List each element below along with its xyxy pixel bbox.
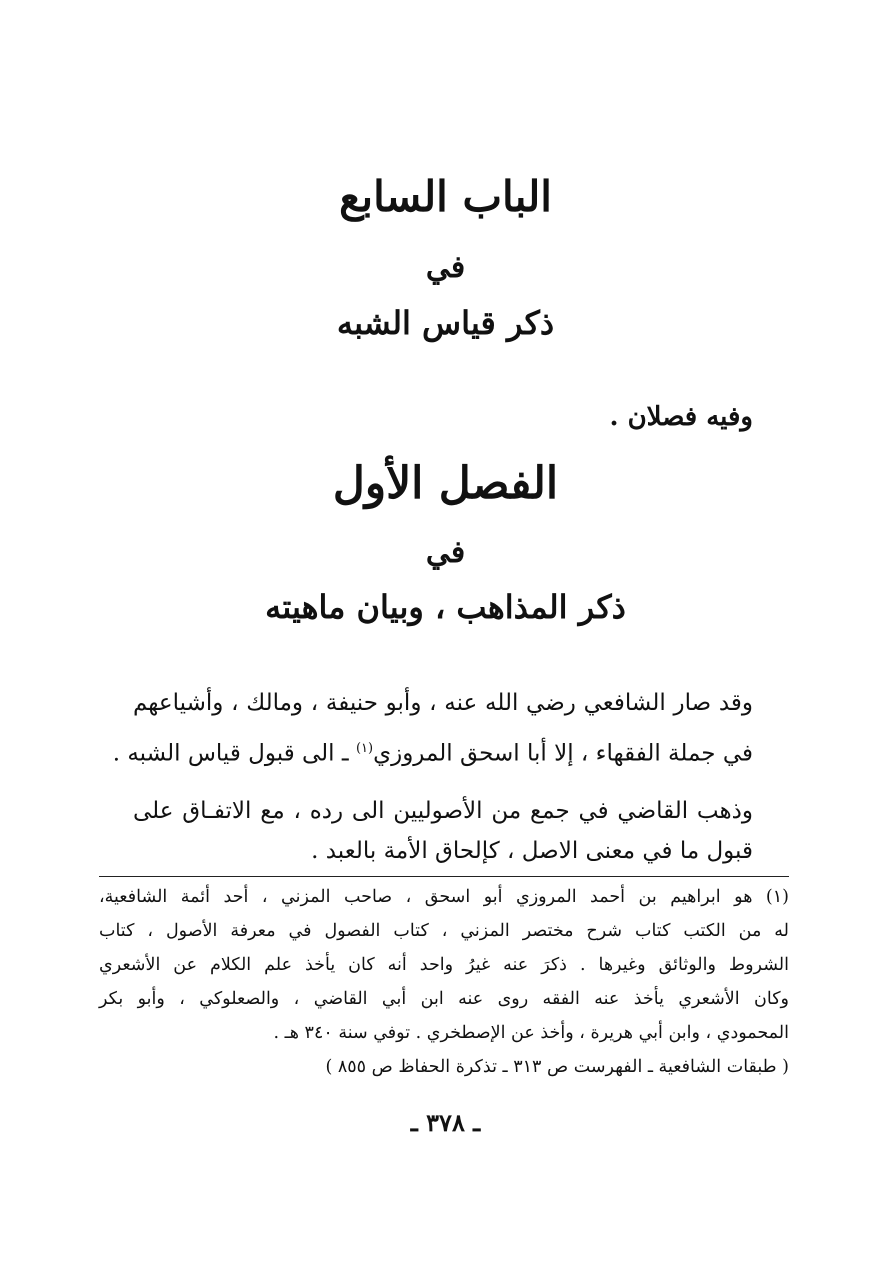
- footnote-line: (١) هو ابراهيم بن أحمد المروزي أبو اسحق ، صاحب المزني ، أحد أئمة الشافعية،: [99, 887, 789, 907]
- footnote-line: له من الكتب كتاب شرح مختصر المزني ، كتاب الفصول في معرفة الأصول ، كتاب: [99, 921, 789, 941]
- footnote-reference: (١): [355, 741, 374, 756]
- chapter-fi: في: [425, 250, 466, 285]
- body-paragraph-2-line-1: وذهب القاضي في جمع من الأصوليين الى رده ، مع الاتفـاق على: [133, 798, 753, 824]
- page-number: ـ ٣٧٨ ـ: [410, 1108, 481, 1137]
- footnote-line: المحمودي ، وابن أبي هريرة ، وأخذ عن الإصطخري . توفي سنة ٣٤٠ هـ .: [273, 1023, 789, 1043]
- section-title: الفصل الأول: [332, 458, 559, 509]
- footnote-line: الشروط والوثائق وغيرها . ذكرَ عنه غيرُ واحد أنه كان يأخذ علم الكلام عن الأشعري: [99, 955, 789, 975]
- section-subject: ذكر المذاهب ، وبيان ماهيته: [265, 588, 626, 626]
- chapter-title: الباب السابع: [339, 172, 552, 221]
- footnote-divider: [99, 876, 789, 877]
- chapter-subject: ذكر قياس الشبه: [336, 304, 555, 342]
- body-paragraph-1-line-1: وقد صار الشافعي رضي الله عنه ، وأبو حنيفة ، ومالك ، وأشياعهم: [133, 690, 753, 716]
- sections-note: وفيه فصلان .: [609, 402, 753, 432]
- footnote-line: وكان الأشعري يأخذ عنه الفقه روى عنه ابن أبي القاضي ، والصعلوكي ، وأبو بكر: [99, 989, 789, 1009]
- body-paragraph-2-line-2: قبول ما في معنى الاصل ، كإلحاق الأمة بالعبد .: [311, 838, 753, 864]
- body-text-segment: ـ الى قبول قياس الشبه .: [112, 740, 356, 767]
- section-fi: في: [425, 535, 466, 570]
- body-paragraph-1-line-2: [112, 734, 753, 769]
- footnote-sources: ( طبقات الشافعية ـ الفهرست ص ٣١٣ ـ تذكرة الحفاظ ص ٨٥٥ ): [325, 1057, 789, 1077]
- body-text-segment: في جملة الفقهاء ، إلا أبا اسحق المروزي: [373, 740, 753, 767]
